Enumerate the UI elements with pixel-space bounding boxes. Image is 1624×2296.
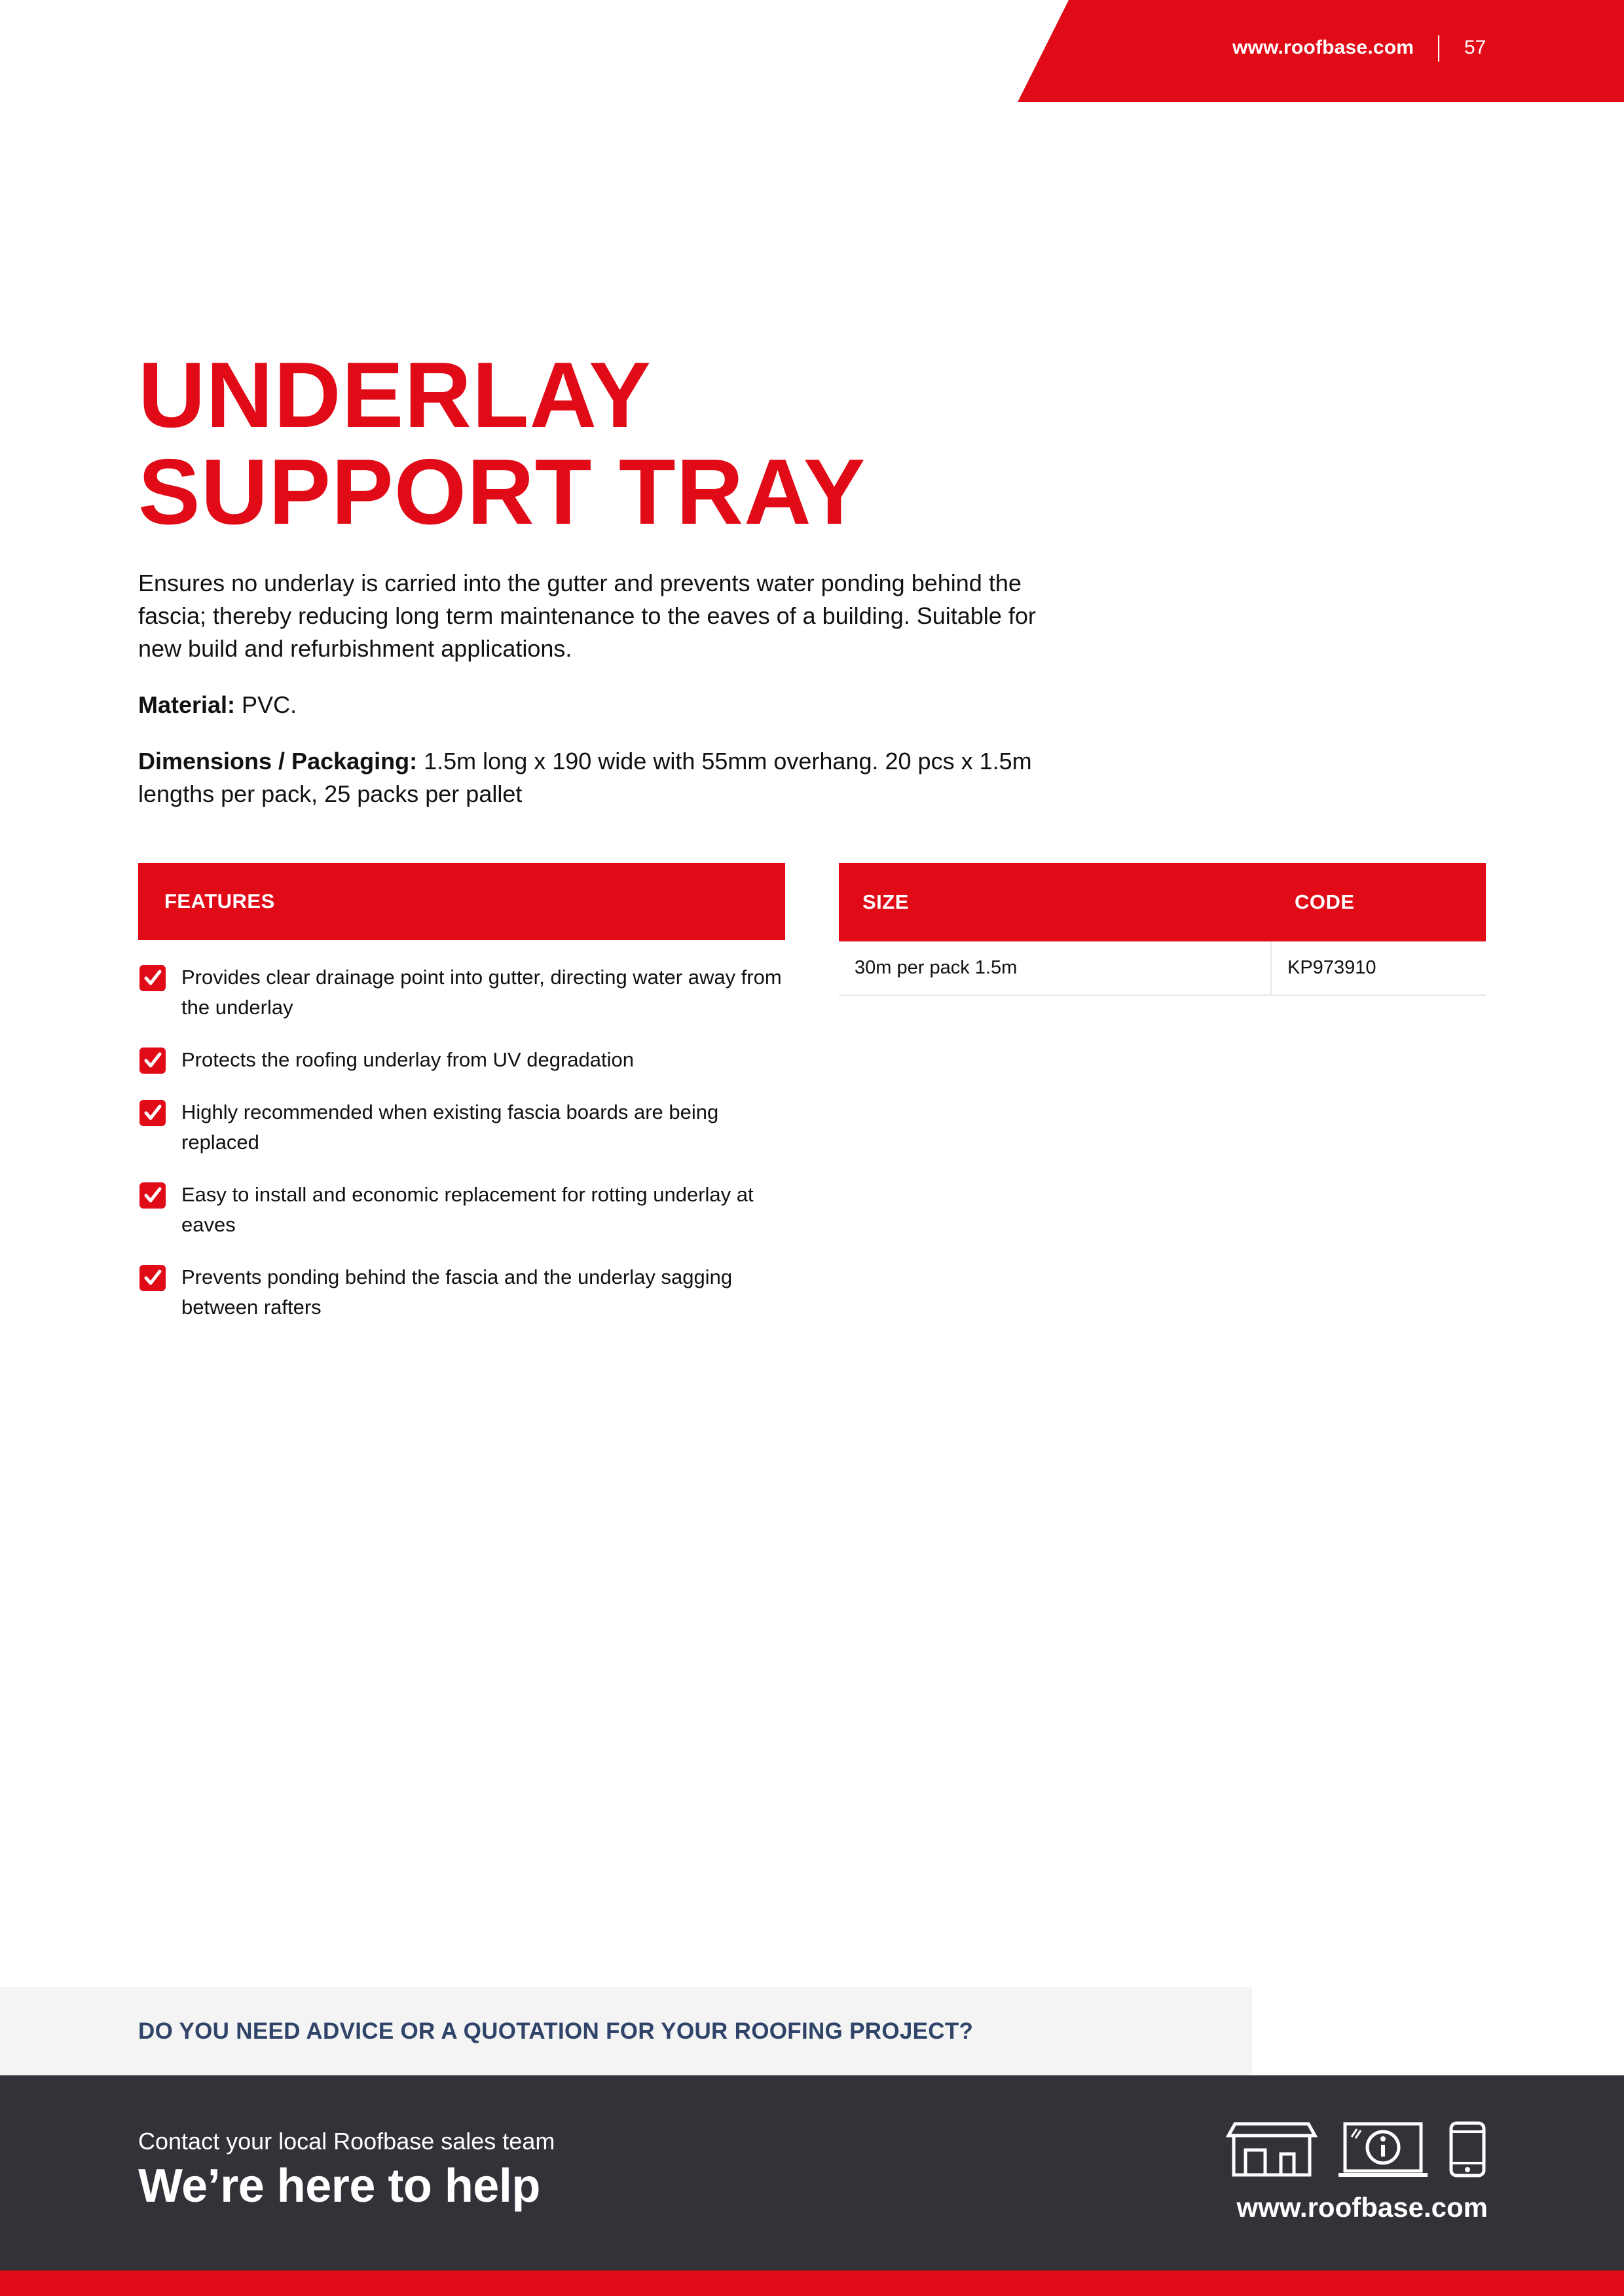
feature-item [138, 1097, 793, 1157]
code-cell: KP973910 [1271, 941, 1486, 995]
feature-text: Prevents ponding behind the fascia and the underlay sagging between rafters [181, 1266, 733, 1319]
phone-icon [1447, 2121, 1488, 2178]
header-website-link[interactable]: www.roofbase.com [1232, 37, 1414, 58]
advice-banner: DO YOU NEED ADVICE OR A QUOTATION FOR YOUR ROOFING PROJECT? [0, 1987, 1252, 2075]
footer-contact-text: Contact your local Roofbase sales team [138, 2128, 555, 2155]
size-column-header: SIZE [839, 863, 1271, 941]
spec-table-header-row [839, 863, 1486, 941]
feature-item [138, 1180, 793, 1240]
feature-item [138, 1045, 793, 1075]
checkmark-icon [139, 1048, 166, 1074]
material-line [138, 689, 1055, 721]
feature-item [138, 962, 793, 1023]
page-number: 57 [1464, 37, 1486, 58]
feature-text: Provides clear drainage point into gutter, directing water away from the underlay [181, 966, 782, 1019]
material-value: PVC. [235, 691, 297, 718]
page-title [138, 343, 989, 544]
feature-item [138, 1262, 793, 1322]
feature-text: Protects the roofing underlay from UV degradation [181, 1048, 634, 1071]
dimensions-value: 1.5m long x 190 wide with 55mm overhang. 20 pcs x 1.5m lengths per pack, 25 packs per pallet [138, 748, 1032, 807]
features-list [138, 962, 793, 1345]
checkmark-icon [139, 1265, 166, 1291]
checkmark-icon [139, 965, 166, 991]
material-label: Material: [138, 691, 236, 718]
spec-table [839, 863, 1486, 996]
page-title-line-2: SUPPORT TRAY [138, 440, 866, 544]
store-icon [1226, 2121, 1318, 2178]
feature-text: Highly recommended when existing fascia boards are being replaced [181, 1101, 719, 1154]
feature-text: Easy to install and economic replacement for rotting underlay at eaves [181, 1183, 754, 1236]
laptop-info-icon [1338, 2121, 1428, 2178]
dimensions-line [138, 745, 1055, 811]
bottom-accent-bar [0, 2270, 1624, 2296]
dimensions-label: Dimensions / Packaging: [138, 748, 418, 774]
code-column-header: CODE [1271, 863, 1486, 941]
footer-icons [1226, 2121, 1488, 2180]
features-heading: FEATURES [138, 863, 785, 940]
table-row [839, 941, 1486, 995]
product-description: Ensures no underlay is carried into the gutter and prevents water ponding behind the fascia; thereby reducing long term maintenance to the eaves of a building. Suitable for new build and refurbishment applications. [138, 570, 1036, 662]
footer-tagline: We’re here to help [138, 2160, 540, 2212]
checkmark-icon [139, 1100, 166, 1126]
header-divider [1438, 35, 1439, 62]
checkmark-icon [139, 1182, 166, 1209]
footer-website-link[interactable]: www.roofbase.com [1236, 2192, 1488, 2223]
page-title-line-1: UNDERLAY [138, 343, 652, 447]
size-cell: 30m per pack 1.5m [839, 941, 1271, 995]
